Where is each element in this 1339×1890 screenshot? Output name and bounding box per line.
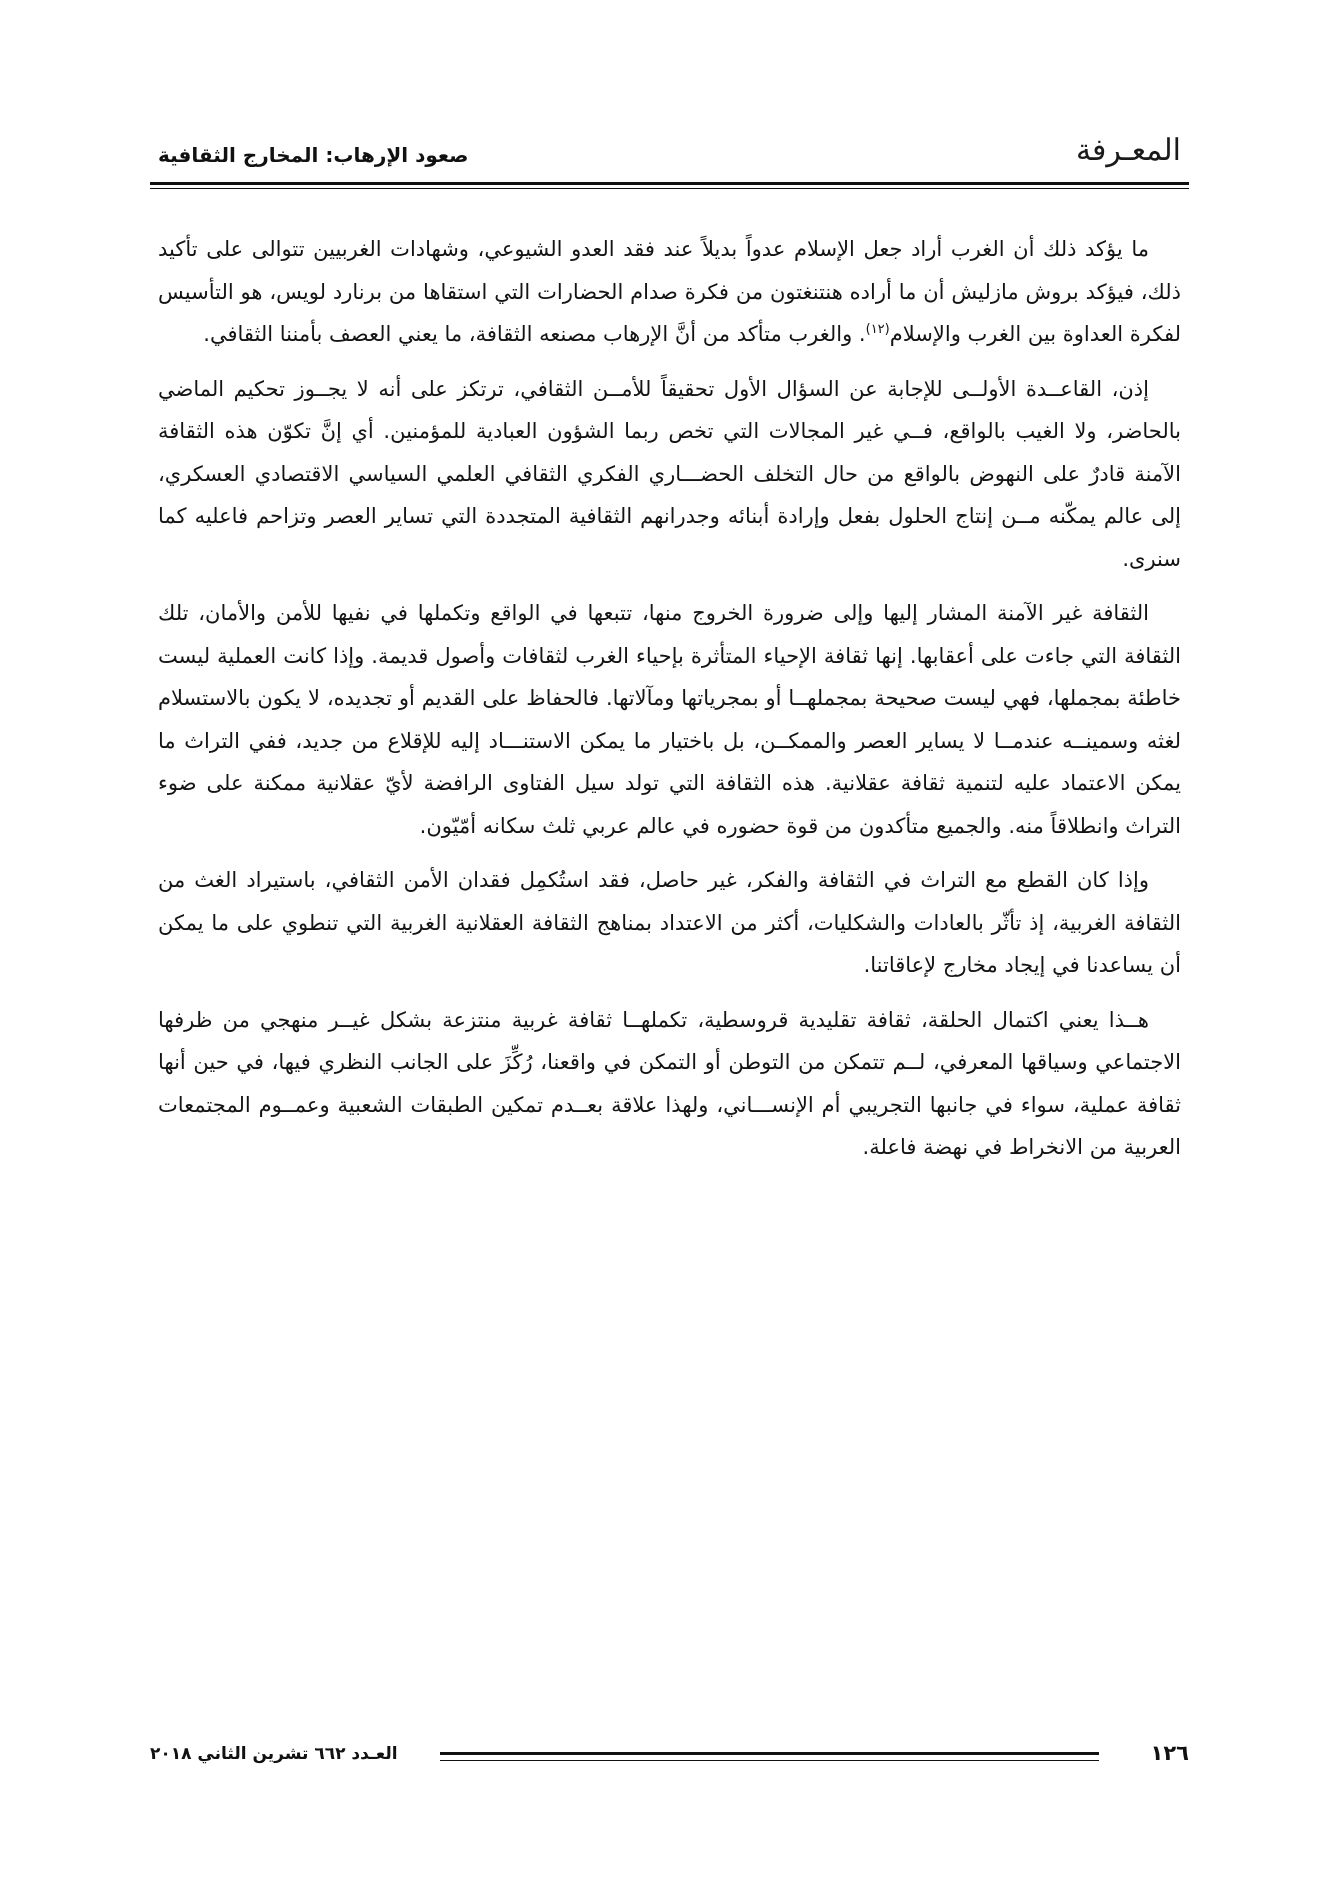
paragraph-3: الثقافة غير الآمنة المشار إليها وإلى ضرورة الخروج منها، تتبعها في الواقع وتكملها في نفيها للأمن والأمان، تلك الثقافة التي جاءت على أعقابها. إنها ثقافة الإحياء المتأثرة بإحياء الغرب لثقافات وأصول قديمة. وإذا كانت العملية ليست خاطئة بمجملها، فهي ليست صحيحة بمجملهــا أو بمجرياتها ومآلاتها. فالحفاظ على القديم أو تجديده، لا يكون بالاستسلام لغثه وسمينــه عندمــا لا يساير العصر والممكــن، بل باختيار ما يمكن الاستنـــاد إليه للإقلاع من جديد، ففي التراث ما يمكن الاعتماد عليه لتنمية ثقافة عقلانية. هذه الثقافة التي تولد سيل الفتاوى الرافضة لأيّ عقلانية ممكنة على ضوء التراث وانطلاقاً منه. والجميع متأكدون من قوة حضوره في عالم عربي ثلث سكانه أمّيّون. <box>158 601 1181 838</box>
paragraph-4: وإذا كان القطع مع التراث في الثقافة والفكر، غير حاصل، فقد استُكمِل فقدان الأمن الثقافي، باستيراد الغث من الثقافة الغربية، إذ تأثّر بالعادات والشكليات، أكثر من الاعتداد بمناهج الثقافة العقلانية الغربية التي تنطوي على ما يمكن أن يساعدنا في إيجاد مخارج لإعاقاتنا. <box>158 868 1181 977</box>
paragraph-5: هــذا يعني اكتمال الحلقة، ثقافة تقليدية قروسطية، تكملهــا ثقافة غربية منتزعة بشكل غيــر منهجي من ظرفها الاجتماعي وسياقها المعرفي، لــم تتمكن من التوطن أو التمكن في واقعنا، رُكِّزَ على الجانب النظري فيها، في حين أنها ثقافة عملية، سواء في جانبها التجريبي أم الإنســـاني، ولهذا علاقة بعــدم تمكين الطبقات الشعبية وعمــوم المجتمعات العربية من الانخراط في نهضة فاعلة. <box>158 1007 1181 1159</box>
paragraph-1 <box>158 228 1181 356</box>
page-number: ١٢٦ <box>1150 1741 1189 1765</box>
article-body <box>158 228 1181 1181</box>
issue-info: العـدد ٦٦٢ تشرين الثاني ٢٠١٨ <box>150 1744 398 1764</box>
running-title: صعود الإرهاب: المخارج الثقافية <box>158 143 469 167</box>
paragraph-1-text-continued: . والغرب متأكد من أنَّ الإرهاب مصنعه الثقافة، ما يعني العصف بأمننا الثقافي. <box>203 322 866 346</box>
header-rule-thin <box>150 188 1189 189</box>
footer-rule <box>440 1752 1099 1761</box>
journal-logo: المعـرفة <box>1075 133 1181 168</box>
header-rule <box>150 182 1189 185</box>
page-header <box>150 128 1189 178</box>
paragraph-2: إذن، القاعــدة الأولــى للإجابة عن السؤال الأول تحقيقاً للأمــن الثقافي، ترتكز على أنه لا يجــوز تحكيم الماضي بالحاضر، ولا الغيب بالواقع، فــي غير المجالات التي تخص ربما الشؤون العبادية للمؤمنين. أي إنَّ تكوّن هذه الثقافة الآمنة قادرٌ على النهوض بالواقع من حال التخلف الحضـــاري الفكري الثقافي العلمي السياسي الاقتصادي العسكري، إلى عالم يمكّنه مــن إنتاج الحلول بفعل وإرادة أبنائه وجدرانهم الثقافية المتجددة التي تساير العصر وتزاحم فاعليه كما سنرى. <box>158 376 1181 571</box>
paragraph-1-text: ما يؤكد ذلك أن الغرب أراد جعل الإسلام عدواً بديلاً عند فقد العدو الشيوعي، وشهادات الغربيين تتوالى على تأكيد ذلك، فيؤكد بروش مازليش أن ما أراده هنتنغتون من فكرة صدام الحضارات التي استقاها من برنارد لويس، هو التأسيس لفكرة العداوة بين الغرب والإسلام <box>158 237 1181 346</box>
footnote-ref: (١٢) <box>865 322 890 337</box>
page-footer <box>150 1738 1189 1778</box>
